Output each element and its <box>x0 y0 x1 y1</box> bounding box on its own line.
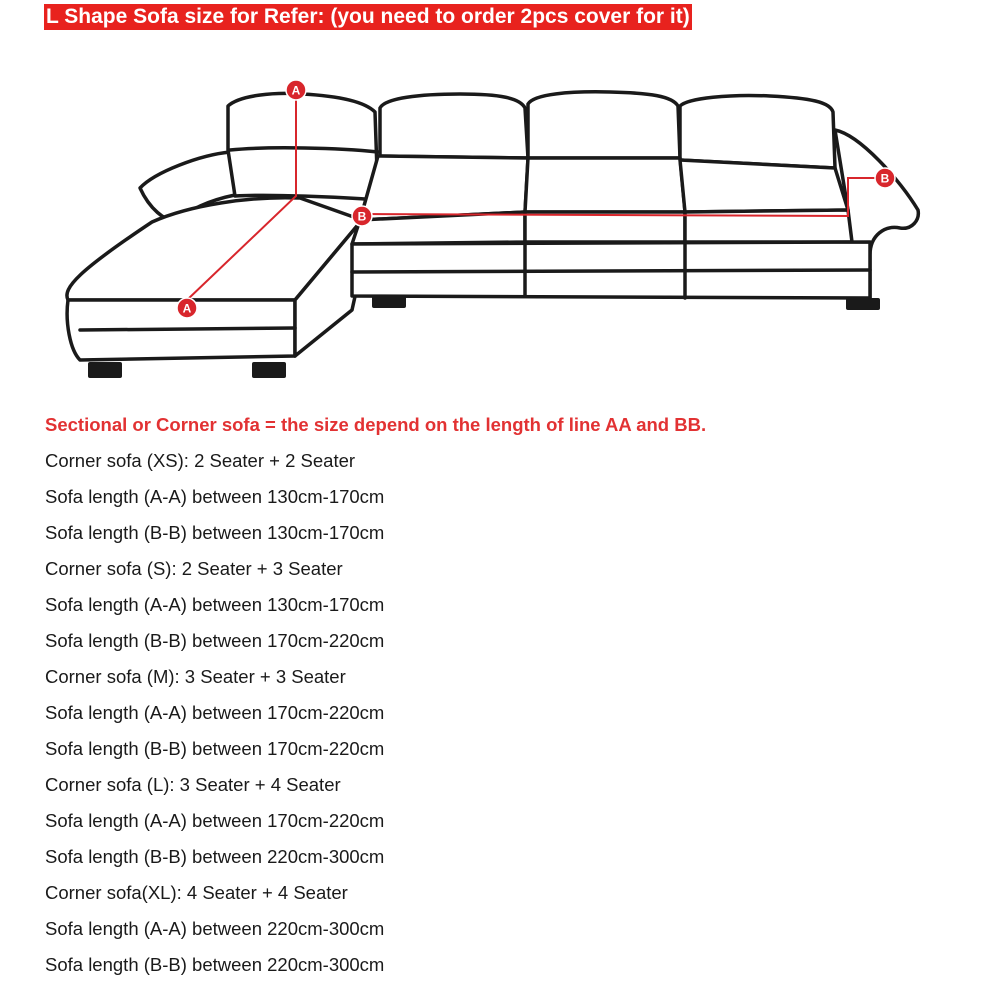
size-line: Corner sofa (M): 3 Seater + 3 Seater <box>45 666 346 687</box>
lower-back-3 <box>680 160 848 212</box>
size-line: Sofa length (B-B) between 130cm-170cm <box>45 522 385 543</box>
size-line: Sofa length (A-A) between 220cm-300cm <box>45 918 385 939</box>
back-cushion-2 <box>528 92 680 158</box>
size-line: Sofa length (B-B) between 220cm-300cm <box>45 954 385 975</box>
lower-back-1 <box>360 156 528 220</box>
sofa-foot <box>372 296 406 308</box>
size-list <box>45 450 384 990</box>
sofa-foot <box>252 362 286 378</box>
marker-b-left <box>352 206 372 226</box>
svg-text:A: A <box>291 83 301 98</box>
marker-a-bottom <box>177 298 197 318</box>
size-line: Sofa length (B-B) between 170cm-220cm <box>45 738 385 759</box>
size-line: Sofa length (A-A) between 130cm-170cm <box>45 486 385 507</box>
back-cushion-1 <box>380 94 528 158</box>
size-rule-headline: Sectional or Corner sofa = the size depend on the length of line AA and BB. <box>45 414 707 435</box>
seat-cushion-2 <box>525 212 685 242</box>
svg-text:A: A <box>182 301 192 316</box>
sofa-foot <box>88 362 122 378</box>
sofa-diagram <box>40 60 940 400</box>
size-line: Sofa length (A-A) between 170cm-220cm <box>45 810 385 831</box>
size-line: Corner sofa (L): 3 Seater + 4 Seater <box>45 774 341 795</box>
page-banner: L Shape Sofa size for Refer: (you need to order 2pcs cover for it) <box>46 5 690 28</box>
back-cushion-3 <box>680 95 835 168</box>
lower-back-2 <box>525 158 685 212</box>
size-line: Corner sofa (XS): 2 Seater + 2 Seater <box>45 450 356 471</box>
marker-b-right <box>875 168 895 188</box>
size-line: Corner sofa(XL): 4 Seater + 4 Seater <box>45 882 348 903</box>
size-line: Sofa length (A-A) between 170cm-220cm <box>45 702 385 723</box>
chaise-band <box>80 328 295 330</box>
size-line: Sofa length (B-B) between 170cm-220cm <box>45 630 385 651</box>
svg-text:B: B <box>880 171 890 186</box>
l-shape-sofa-illustration <box>40 60 940 400</box>
size-line: Corner sofa (S): 2 Seater + 3 Seater <box>45 558 343 579</box>
size-line: Sofa length (B-B) between 220cm-300cm <box>45 846 385 867</box>
marker-a-top <box>286 80 306 100</box>
base-line <box>352 270 870 272</box>
sofa-foot <box>846 298 880 310</box>
size-line: Sofa length (A-A) between 130cm-170cm <box>45 594 385 615</box>
svg-text:B: B <box>357 209 367 224</box>
